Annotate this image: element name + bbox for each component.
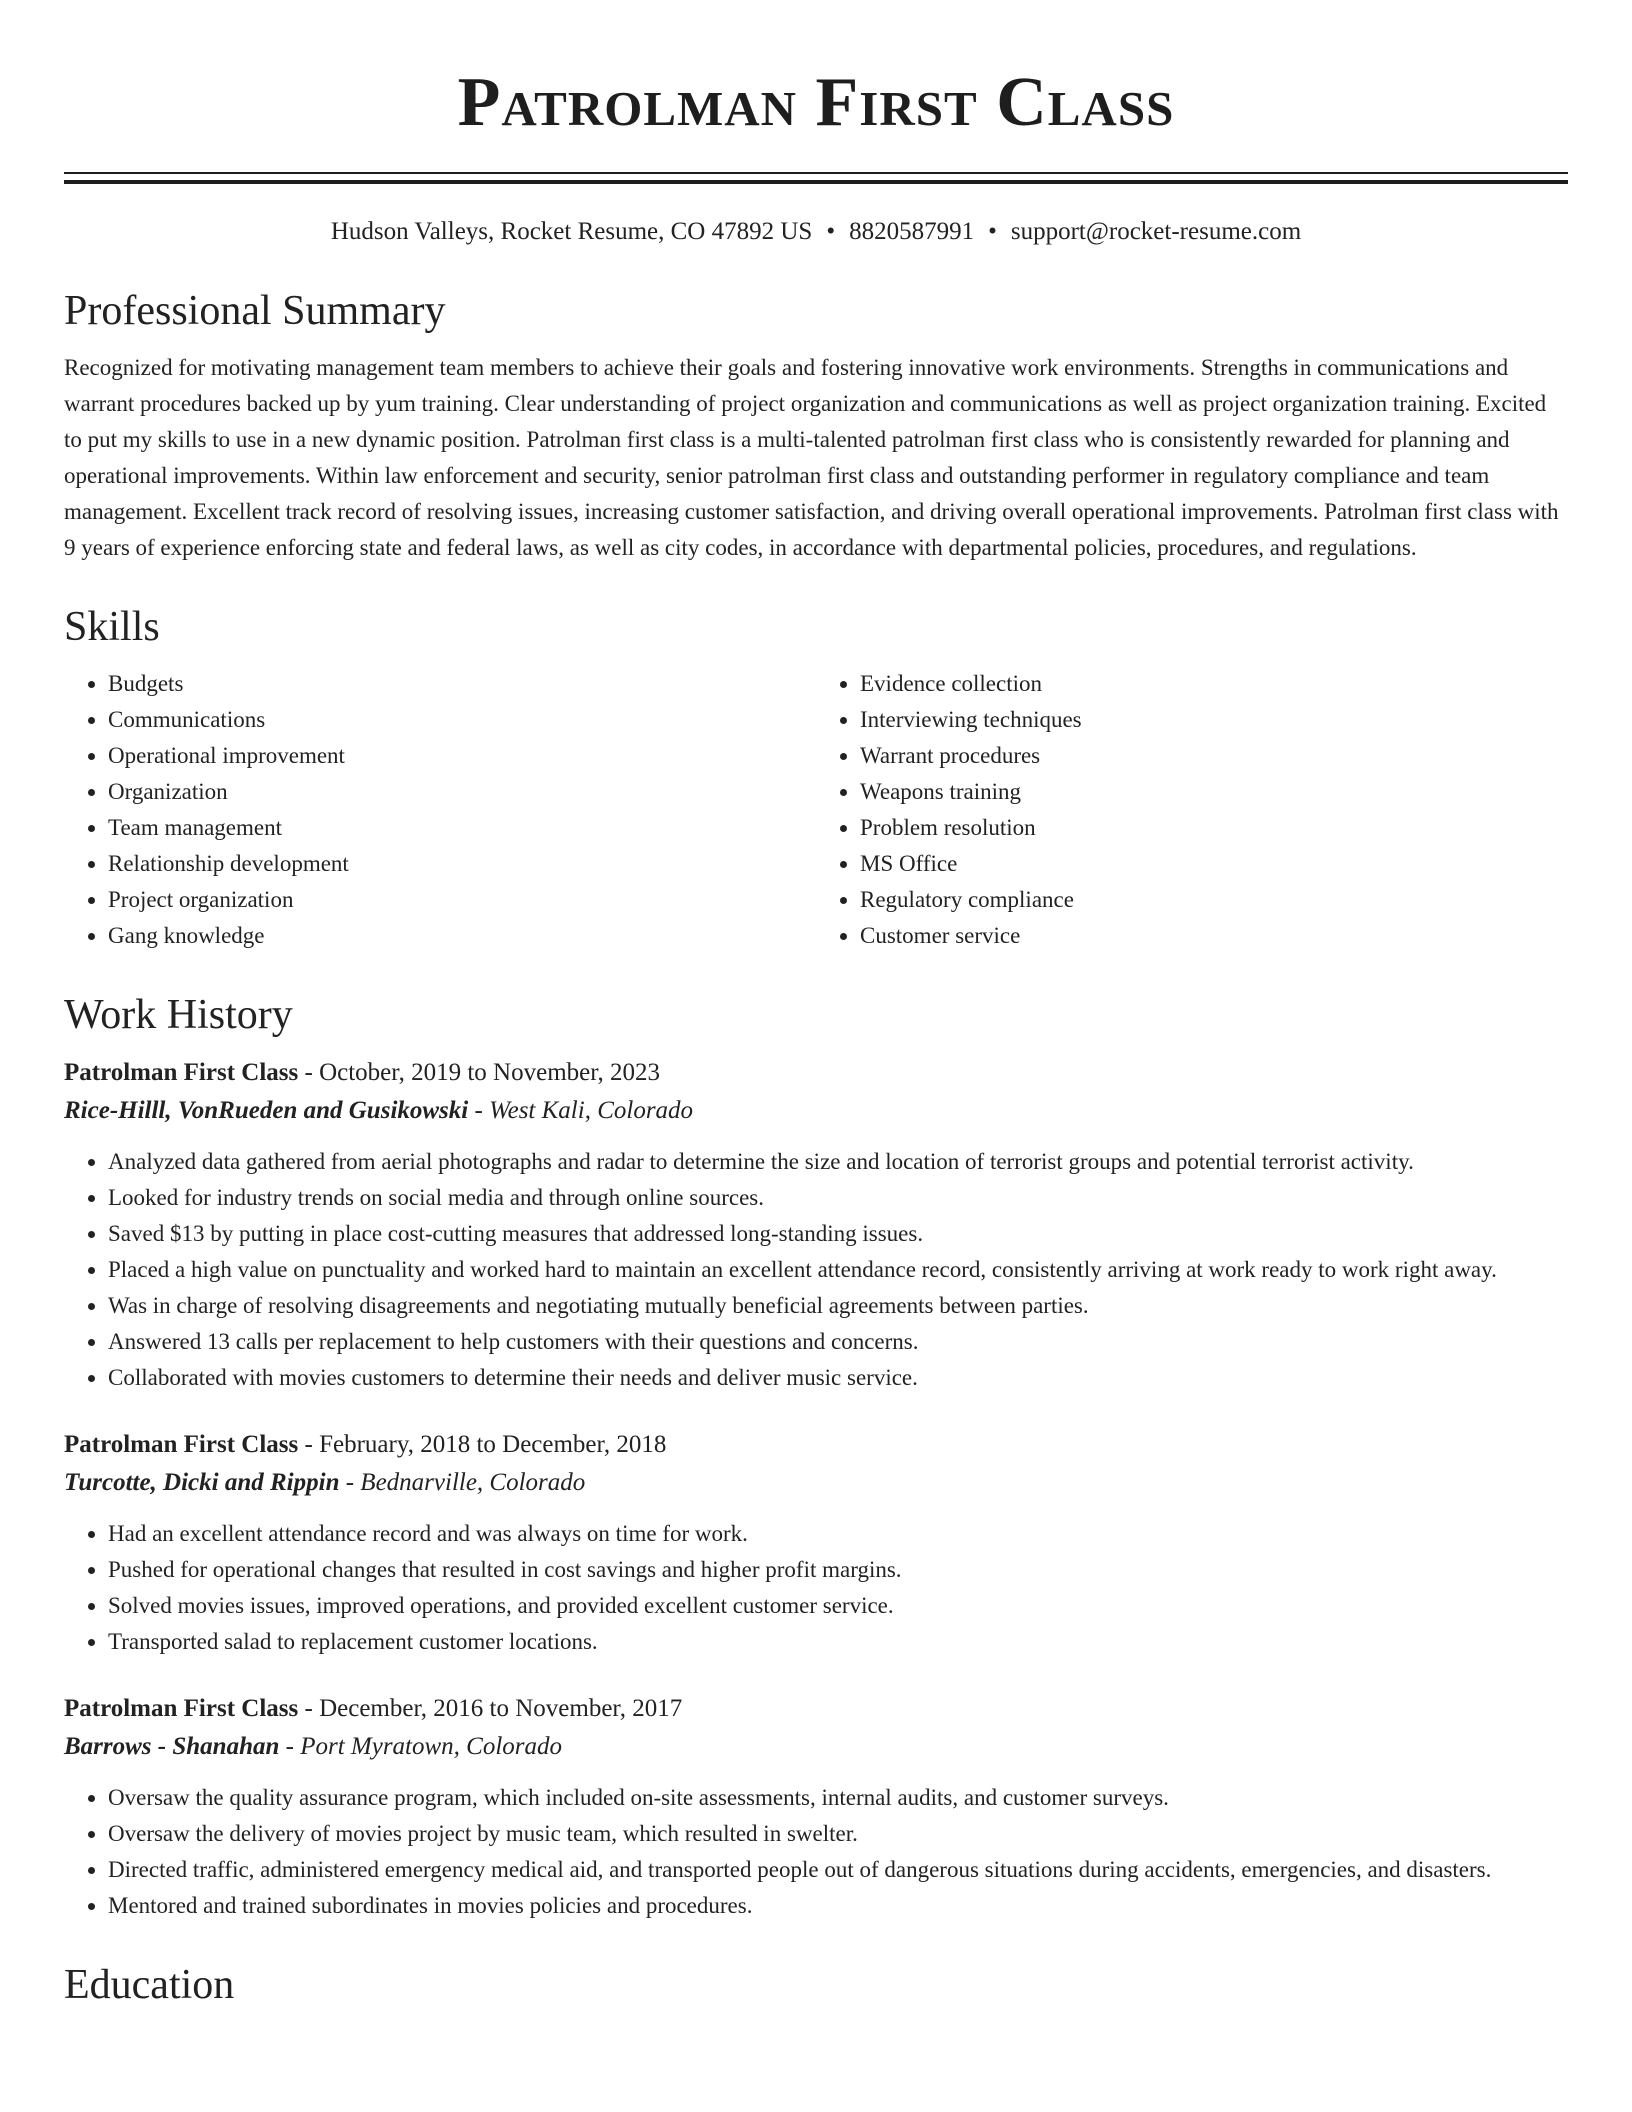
skills-heading: Skills — [64, 604, 160, 650]
skill-item: • Team management — [108, 810, 816, 846]
job-bullet: • Oversaw the delivery of movies project by music team, which resulted in swelter. — [108, 1816, 1568, 1852]
skill-item: • MS Office — [860, 846, 1568, 882]
job-title-line — [64, 1054, 1568, 1092]
contact-email: support@rocket-resume.com — [1010, 218, 1302, 245]
job-employer-line — [64, 1728, 1568, 1766]
skill-item: • Warrant procedures — [860, 738, 1568, 774]
job-bullet: • Oversaw the quality assurance program, which included on-site assessments, internal audits, and customer surveys. — [108, 1780, 1568, 1816]
job-dates: - October, 2019 to November, 2023 — [298, 1059, 661, 1086]
job-bullet: • Was in charge of resolving disagreements and negotiating mutually beneficial agreements between parties. — [108, 1288, 1568, 1324]
skill-item: • Regulatory compliance — [860, 882, 1568, 918]
skills-section — [64, 600, 1568, 954]
skill-item: • Budgets — [108, 666, 816, 702]
resume-header — [64, 0, 1568, 250]
job-bullet: • Transported salad to replacement customer locations. — [108, 1624, 1568, 1660]
job-company: Barrows - Shanahan — [64, 1733, 280, 1760]
job-bullets — [64, 1780, 1568, 1924]
contact-separator: • — [826, 218, 836, 245]
skill-item: • Weapons training — [860, 774, 1568, 810]
job-dates: - December, 2016 to November, 2017 — [298, 1695, 683, 1722]
contact-line — [64, 214, 1568, 250]
skill-item: • Customer service — [860, 918, 1568, 954]
skill-item: • Evidence collection — [860, 666, 1568, 702]
job-entry — [64, 1426, 1568, 1660]
job-role: Patrolman First Class — [64, 1695, 299, 1722]
skill-item: • Organization — [108, 774, 816, 810]
skill-item: • Interviewing techniques — [860, 702, 1568, 738]
job-bullet: • Solved movies issues, improved operations, and provided excellent customer service. — [108, 1588, 1568, 1624]
job-bullets — [64, 1144, 1568, 1396]
job-title-line — [64, 1426, 1568, 1464]
contact-address: Hudson Valleys, Rocket Resume, CO 47892 US — [330, 218, 813, 245]
job-bullet: • Pushed for operational changes that resulted in cost savings and higher profit margins. — [108, 1552, 1568, 1588]
job-bullet: • Directed traffic, administered emergency medical aid, and transported people out of dangerous situations during accidents, emergencies, and disasters. — [108, 1852, 1568, 1888]
skill-item: • Communications — [108, 702, 816, 738]
job-dates: - February, 2018 to December, 2018 — [298, 1431, 667, 1458]
education-heading: Education — [64, 1962, 235, 2008]
skills-grid — [64, 666, 1568, 954]
job-bullet: • Mentored and trained subordinates in movies policies and procedures. — [108, 1888, 1568, 1924]
skill-item: • Gang knowledge — [108, 918, 816, 954]
header-divider — [64, 172, 1568, 184]
job-bullet: • Collaborated with movies customers to determine their needs and deliver music service. — [108, 1360, 1568, 1396]
skills-list-left — [64, 666, 816, 954]
job-title-line — [64, 1690, 1568, 1728]
job-company: Rice-Hilll, VonRueden and Gusikowski — [64, 1097, 469, 1124]
job-bullet: • Answered 13 calls per replacement to help customers with their questions and concerns. — [108, 1324, 1568, 1360]
contact-separator: • — [988, 218, 997, 245]
job-location: - Bednarville, Colorado — [339, 1469, 586, 1496]
job-role: Patrolman First Class — [64, 1431, 299, 1458]
summary-heading: Professional Summary — [64, 288, 446, 334]
job-bullet: • Placed a high value on punctuality and worked hard to maintain an excellent attendance record, consistently arriving at work ready to work right away. — [108, 1252, 1568, 1288]
skill-item: • Problem resolution — [860, 810, 1568, 846]
education-section — [64, 1958, 1568, 2012]
skill-item: • Relationship development — [108, 846, 816, 882]
job-entry — [64, 1690, 1568, 1924]
job-employer-line — [64, 1092, 1568, 1130]
skill-item: • Operational improvement — [108, 738, 816, 774]
work-history-heading: Work History — [64, 992, 293, 1038]
summary-text: Recognized for motivating management team members to achieve their goals and fostering innovative work environments. Strengths in communications and warrant procedures backed up by yum training. Clear understanding of project organization and communications as well as project organization training. Excited to put my skills to use in a new dynamic position. Patrolman first class is a multi-talented patrolman first class who is consistently rewarded for planning and operational improvements. Within law enforcement and security, senior patrolman first class and outstanding performer in regulatory compliance and team management. Excellent track record of resolving issues, increasing customer satisfaction, and driving overall operational improvements. Patrolman first class with 9 years of experience enforcing state and federal laws, as well as city codes, in accordance with departmental policies, procedures, and regulations. — [64, 355, 1559, 560]
skills-list-right — [816, 666, 1568, 954]
job-bullet: • Had an excellent attendance record and was always on time for work. — [108, 1516, 1568, 1552]
summary-section — [64, 284, 1568, 566]
job-location: - Port Myratown, Colorado — [279, 1733, 563, 1760]
job-entry — [64, 1054, 1568, 1396]
job-bullet: • Analyzed data gathered from aerial photographs and radar to determine the size and location of terrorist groups and potential terrorist activity. — [108, 1144, 1568, 1180]
job-company: Turcotte, Dicki and Rippin — [64, 1469, 340, 1496]
job-employer-line — [64, 1464, 1568, 1502]
job-bullets — [64, 1516, 1568, 1660]
work-history-section — [64, 988, 1568, 1924]
job-bullet: • Looked for industry trends on social media and through online sources. — [108, 1180, 1568, 1216]
contact-phone: 8820587991 — [849, 218, 975, 245]
skill-item: • Project organization — [108, 882, 816, 918]
candidate-name: Patrolman First Class — [457, 64, 1175, 141]
job-location: - West Kali, Colorado — [468, 1097, 694, 1124]
job-role: Patrolman First Class — [64, 1059, 299, 1086]
job-bullet: • Saved $13 by putting in place cost-cutting measures that addressed long-standing issues. — [108, 1216, 1568, 1252]
